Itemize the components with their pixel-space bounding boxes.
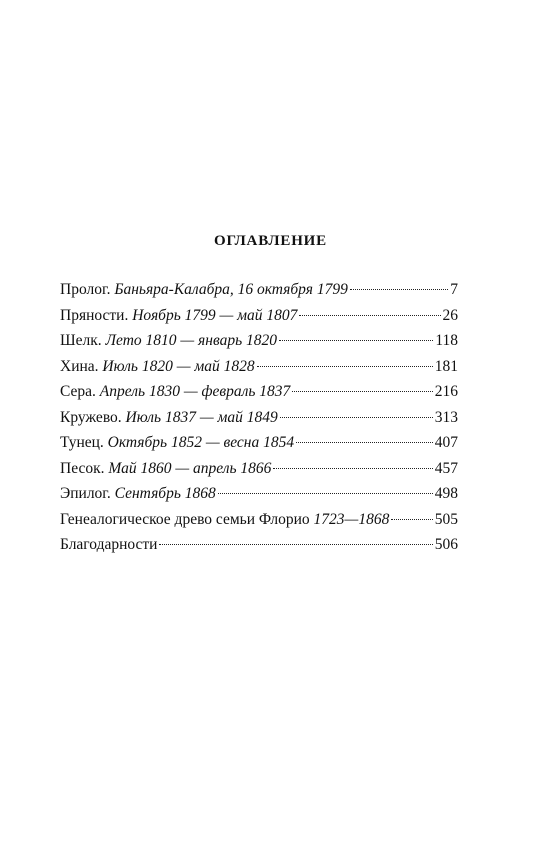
- toc-entry-label: Благодарности: [60, 536, 158, 553]
- toc-entry-epilogue: [60, 484, 458, 510]
- dot-leader: [280, 417, 433, 418]
- toc-entry-label: Сера.: [60, 383, 96, 400]
- toc-entry-title: [60, 357, 255, 377]
- toc-entry-lace: [60, 408, 458, 434]
- toc-page-number: 506: [434, 536, 458, 553]
- toc-entry-title: [60, 459, 271, 479]
- toc-entry-dates: Лето 1810 — январь 1820: [105, 332, 277, 349]
- toc-entry-tuna: [60, 433, 458, 459]
- toc-page-number: 7: [450, 281, 458, 298]
- toc-entry-title: [60, 433, 294, 453]
- toc-entry-prologue: [60, 280, 458, 306]
- toc-entry-label: Пряности.: [60, 306, 129, 324]
- toc-entry-title: [60, 408, 278, 428]
- dot-leader: [279, 340, 433, 341]
- toc-entry-dates: Май 1860 — апрель 1866: [108, 459, 272, 477]
- toc-entry-title: [60, 484, 216, 504]
- toc-entry-label: Генеалогическое древо семьи Флорио: [60, 510, 310, 528]
- toc-entry-dates: Апрель 1830 — февраль 1837: [99, 383, 291, 400]
- toc-entry-title: [60, 510, 389, 530]
- toc-page-number: 181: [434, 357, 458, 375]
- toc-page-number: 118: [435, 332, 458, 349]
- toc-entry-dates: 1723—1868: [313, 510, 390, 528]
- dot-leader: [296, 442, 433, 443]
- dot-leader: [391, 519, 432, 520]
- toc-entry-cinchona: [60, 357, 458, 383]
- toc-entry-acknowledgements: [60, 535, 458, 561]
- dot-leader: [257, 366, 433, 367]
- dot-leader: [292, 391, 432, 392]
- toc-entry-title: [60, 306, 297, 326]
- toc-entry-label: Пролог.: [60, 281, 111, 298]
- toc-entry-label: Тунец.: [60, 434, 104, 451]
- toc-entry-dates: Ноябрь 1799 — май 1807: [132, 306, 298, 324]
- toc-entry-label: Кружево.: [60, 408, 122, 426]
- toc-page-number: 407: [434, 434, 458, 451]
- table-of-contents: [60, 280, 458, 561]
- toc-entry-dates: Баньяра-Калабра, 16 октября 1799: [114, 281, 348, 298]
- toc-entry-dates: Сентябрь 1868: [114, 485, 216, 502]
- toc-entry-spices: [60, 306, 458, 332]
- toc-page-number: 26: [442, 306, 458, 324]
- toc-page-number: 505: [434, 510, 458, 528]
- dot-leader: [273, 468, 432, 469]
- toc-entry-sand: [60, 459, 458, 485]
- toc-page-number: 313: [434, 408, 458, 426]
- toc-entry-silk: [60, 331, 458, 357]
- toc-entry-label: Шелк.: [60, 332, 102, 349]
- toc-entry-title: [60, 535, 157, 555]
- dot-leader: [218, 493, 433, 494]
- dot-leader: [350, 289, 448, 290]
- toc-heading: ОГЛАВЛЕНИЕ: [214, 233, 327, 249]
- toc-entry-title: [60, 382, 290, 402]
- toc-page-number: 457: [434, 459, 458, 477]
- dot-leader: [299, 315, 440, 316]
- toc-entry-dates: Июль 1837 — май 1849: [125, 408, 278, 426]
- toc-entry-label: Эпилог.: [60, 485, 111, 502]
- toc-page-number: 498: [434, 485, 458, 502]
- toc-entry-title: [60, 280, 348, 300]
- toc-entry-sulfur: [60, 382, 458, 408]
- toc-page-number: 216: [434, 383, 458, 400]
- dot-leader: [159, 544, 432, 545]
- toc-entry-dates: Октябрь 1852 — весна 1854: [107, 434, 295, 451]
- toc-entry-label: Хина.: [60, 357, 99, 375]
- toc-entry-dates: Июль 1820 — май 1828: [102, 357, 255, 375]
- toc-entry-title: [60, 331, 277, 351]
- toc-entry-label: Песок.: [60, 459, 105, 477]
- toc-entry-family-tree: [60, 510, 458, 536]
